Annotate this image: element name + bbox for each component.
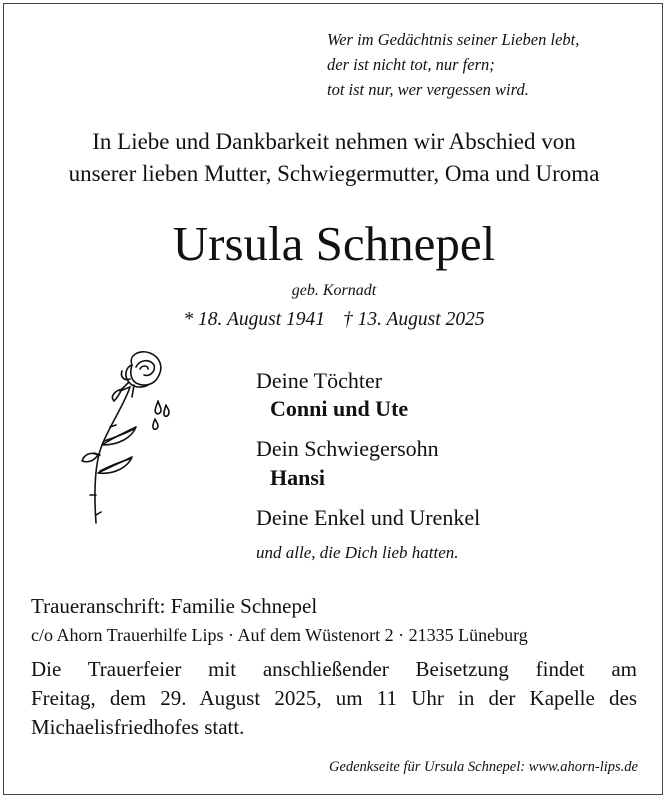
- quote-line: Wer im Gedächtnis seiner Lieben lebt,: [327, 30, 580, 49]
- funeral-line: Die Trauerfeier mit anschließender Beisetzung findet am: [31, 657, 637, 681]
- farewell-intro: [0, 126, 668, 190]
- birth-date: * 18. August 1941: [183, 309, 325, 330]
- daughters-label: Deine Töchter: [256, 368, 383, 393]
- quote-line: tot ist nur, wer vergessen wird.: [327, 80, 529, 99]
- funeral-info: [31, 655, 637, 742]
- rose-icon: [70, 345, 180, 545]
- memorial-page-link[interactable]: Gedenkseite für Ursula Schnepel: www.ahorn-lips.de: [328, 759, 638, 775]
- mourning-address: Traueranschrift: Familie Schnepel: [31, 594, 318, 618]
- son-in-law-name: Hansi: [270, 465, 326, 490]
- memorial-quote: [327, 27, 579, 102]
- death-date: † 13. August 2025: [343, 309, 485, 330]
- funeral-line: Freitag, dem 29. August 2025, um 11 Uhr in der Kapelle des: [31, 686, 637, 710]
- care-of-address: c/o Ahorn Trauerhilfe Lips · Auf dem Wüstenort 2 · 21335 Lüneburg: [31, 625, 528, 645]
- deceased-name: Ursula Schnepel: [172, 216, 496, 271]
- daughters-names: Conni und Ute: [270, 396, 409, 421]
- birth-name: geb. Kornadt: [291, 282, 377, 299]
- life-dates: [0, 309, 668, 331]
- quote-line: der ist nicht tot, nur fern;: [327, 55, 495, 74]
- son-in-law-label: Dein Schwiegersohn: [256, 436, 439, 461]
- intro-line: In Liebe und Dankbarkeit nehmen wir Abschied von: [92, 129, 576, 154]
- intro-line: unserer lieben Mutter, Schwiegermutter, Oma und Uroma: [68, 161, 600, 186]
- others-line: und alle, die Dich lieb hatten.: [256, 543, 459, 562]
- grandchildren-label: Deine Enkel und Urenkel: [256, 505, 481, 530]
- funeral-line: Michaelisfriedhofes statt.: [31, 715, 245, 739]
